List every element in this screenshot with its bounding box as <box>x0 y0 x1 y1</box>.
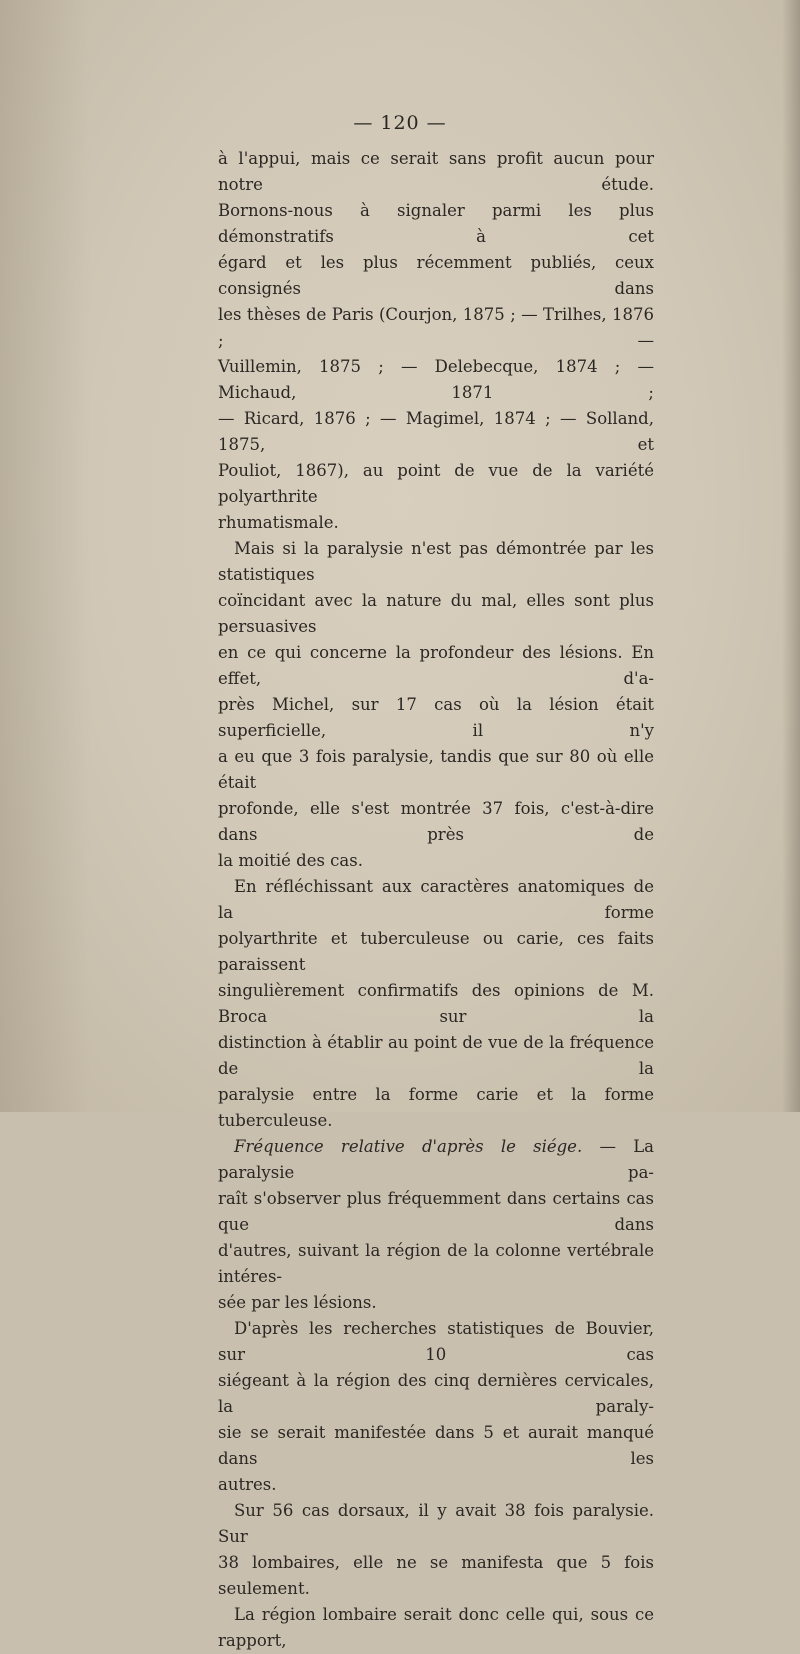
text-line: siégeant à la région des cinq dernières cervicales, la paraly- <box>218 1371 654 1416</box>
page-shadow-right <box>782 0 800 1112</box>
text-line: coïncidant avec la nature du mal, elles sont plus persuasives <box>218 591 654 636</box>
text-line: singulièrement confirmatifs des opinions de M. Broca sur la <box>218 981 654 1026</box>
text-line: sée par les lésions. <box>218 1293 377 1312</box>
paragraph-end-line <box>218 1082 654 1134</box>
text-line: Mais si la paralysie n'est pas démontrée par les statistiques <box>218 539 654 584</box>
text-line: raît s'observer plus fréquemment dans certains cas que dans <box>218 1189 654 1234</box>
paragraph <box>218 1134 654 1290</box>
text-line: d'autres, suivant la région de la colonne vertébrale intéres- <box>218 1241 654 1286</box>
text-line: Sur 56 cas dorsaux, il y avait 38 fois paralysie. Sur <box>218 1501 654 1546</box>
text-line: Pouliot, 1867), au point de vue de la variété polyarthrite <box>218 461 654 506</box>
paragraph <box>218 1498 654 1550</box>
section-heading-italic: Fréquence relative d'après le siége. <box>234 1137 583 1156</box>
text-line: En réfléchissant aux caractères anatomiques de la forme <box>218 877 654 922</box>
page-number: — 120 — <box>353 112 447 134</box>
text-line: Bornons-nous à signaler parmi les plus démonstratifs à cet <box>218 201 654 246</box>
paragraph-end-line <box>218 510 654 536</box>
text-line: profonde, elle s'est montrée 37 fois, c'est-à-dire dans près de <box>218 799 654 844</box>
text-line: — Ricard, 1876 ; — Magimel, 1874 ; — Solland, 1875, et <box>218 409 654 454</box>
text-line: sie se serait manifestée dans 5 et aurait manqué dans les <box>218 1423 654 1468</box>
text-line: égard et les plus récemment publiés, ceux consignés dans <box>218 253 654 298</box>
paragraph <box>218 536 654 848</box>
text-line: a eu que 3 fois paralysie, tandis que sur 80 où elle était <box>218 747 654 792</box>
page-shadow-left <box>0 0 90 1112</box>
paragraph <box>218 874 654 1082</box>
text-line: paralysie entre la forme carie et la forme tuberculeuse. <box>218 1085 654 1130</box>
text-line: autres. <box>218 1475 277 1494</box>
text-line: la moitié des cas. <box>218 851 363 870</box>
text-line: en ce qui concerne la profondeur des lésions. En effet, d'a- <box>218 643 654 688</box>
paragraph-end-line <box>218 848 654 874</box>
text-line: Vuillemin, 1875 ; — Delebecque, 1874 ; — Michaud, 1871 ; <box>218 357 654 402</box>
paragraph-end-line <box>218 1550 654 1602</box>
text-line: La région lombaire serait donc celle qui, sous ce rapport, <box>218 1605 654 1650</box>
text-line: les thèses de Paris (Courjon, 1875 ; — Trilhes, 1876 ; — <box>218 305 654 350</box>
text-line: D'après les recherches statistiques de Bouvier, sur 10 cas <box>218 1319 654 1364</box>
paragraph-end-line <box>218 1290 654 1316</box>
text-line: 38 lombaires, elle ne se manifesta que 5 fois seulement. <box>218 1553 654 1598</box>
text-line: polyarthrite et tuberculeuse ou carie, ces faits paraissent <box>218 929 654 974</box>
text-line: — La paralysie pa- <box>218 1137 654 1182</box>
text-line: distinction à établir au point de vue de la fréquence de la <box>218 1033 654 1078</box>
text-line: à l'appui, mais ce serait sans profit aucun pour notre étude. <box>218 149 654 194</box>
paragraph <box>218 1316 654 1472</box>
body-text <box>218 146 654 1654</box>
text-line: rhumatismale. <box>218 513 339 532</box>
paragraph <box>218 1602 654 1654</box>
paragraph-end-line <box>218 1472 654 1498</box>
text-line: près Michel, sur 17 cas où la lésion était superficielle, il n'y <box>218 695 654 740</box>
paragraph <box>218 146 654 510</box>
